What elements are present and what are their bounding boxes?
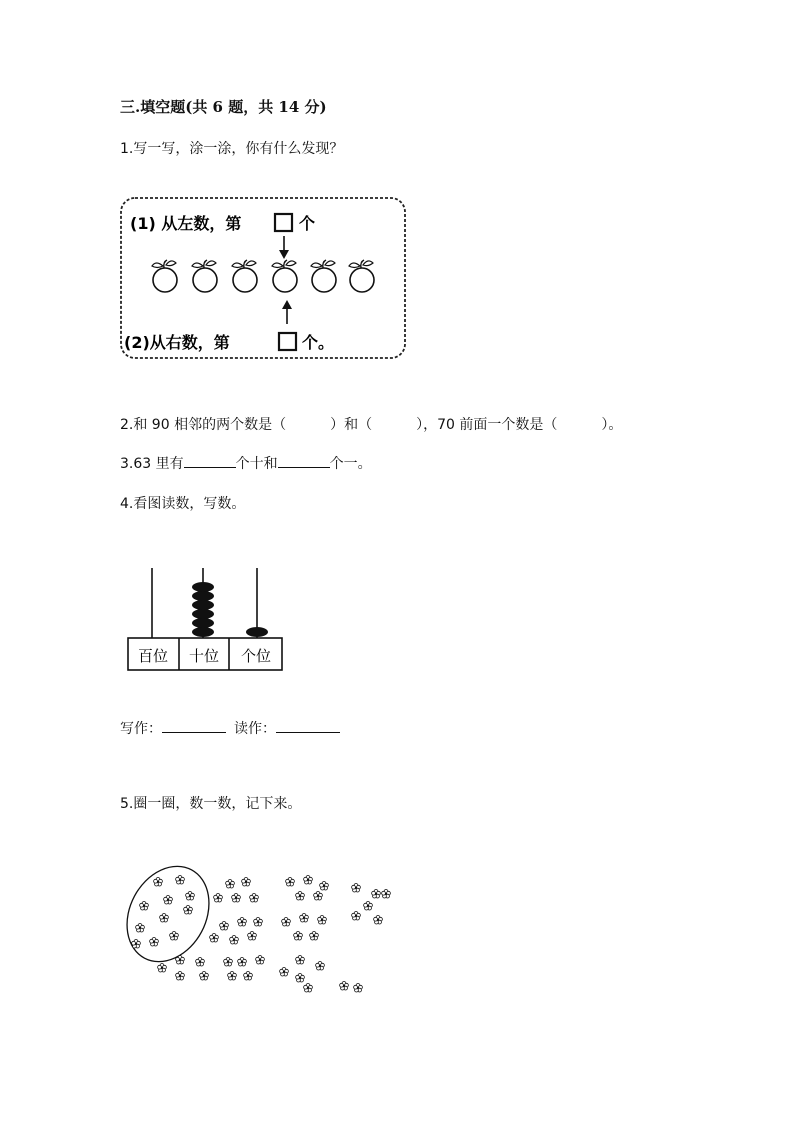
- flower-icon: [374, 916, 383, 925]
- flower-icon: [132, 940, 141, 949]
- flower-icon: [318, 916, 327, 925]
- flower-icon: [304, 876, 313, 885]
- q2-part3: ），70 前面一个数是（: [416, 417, 558, 433]
- flower-icon: [210, 934, 219, 943]
- flower-icon: [154, 878, 163, 887]
- arrow-up-icon: [282, 300, 292, 309]
- q2-part4: ）。: [601, 417, 623, 433]
- apple-icon: [272, 260, 297, 292]
- apple-icon: [192, 260, 217, 292]
- flower-icon: [296, 956, 305, 965]
- tens-blank[interactable]: [184, 455, 236, 468]
- flower-icon: [214, 894, 223, 903]
- flower-icon: [186, 892, 195, 901]
- apple-icon: [152, 260, 177, 292]
- apple-icon: [349, 260, 374, 292]
- flower-icon: [200, 972, 209, 981]
- flower-icon: [184, 906, 193, 915]
- tens-label: 十位: [188, 647, 220, 665]
- flower-icon: [230, 936, 239, 945]
- flower-icon: [314, 892, 323, 901]
- bead: [192, 627, 214, 637]
- tens-beads: [192, 582, 214, 637]
- bead: [192, 582, 214, 592]
- flower-icon: [352, 912, 361, 921]
- flower-icon: [280, 968, 289, 977]
- arrow-down-icon: [279, 250, 289, 259]
- flower-icon: [176, 972, 185, 981]
- q3-part3: 个一。: [329, 456, 372, 472]
- question-2: [120, 414, 622, 434]
- flower-icon: [294, 932, 303, 941]
- ones-bead: [246, 627, 268, 637]
- flower-icon: [158, 964, 167, 973]
- figure-line2-suffix: 个。: [302, 333, 335, 352]
- bead: [192, 618, 214, 628]
- flower-icon: [228, 972, 237, 981]
- flower-icon: [296, 892, 305, 901]
- figure-line2-prefix: (2)从右数，第: [124, 333, 230, 352]
- flower-icon: [136, 924, 145, 933]
- flower-icon: [248, 932, 257, 941]
- apple-icon: [232, 260, 257, 292]
- q2-part2: ）和（: [330, 417, 373, 433]
- question-5-text: 5.圈一圈，数一数，记下来。: [120, 796, 302, 812]
- flower-icon: [242, 878, 251, 887]
- flower-icon: [364, 902, 373, 911]
- flower-icon: [140, 902, 149, 911]
- bead: [192, 609, 214, 619]
- drawn-circle: [124, 862, 225, 976]
- flower-icon: [196, 958, 205, 967]
- question-4-text: 4.看图读数，写数。: [120, 496, 246, 512]
- read-label: 读作：: [234, 721, 276, 737]
- flower-icon: [176, 876, 185, 885]
- flower-icon: [220, 922, 229, 931]
- question-3: [120, 453, 372, 473]
- write-blank[interactable]: [162, 720, 226, 733]
- answer-box-right[interactable]: [279, 333, 296, 350]
- flower-icon: [256, 956, 265, 965]
- bead: [192, 591, 214, 601]
- flower-icon: [286, 878, 295, 887]
- ones-label: 个位: [240, 647, 272, 665]
- flower-icon: [238, 958, 247, 967]
- apple-icon: [311, 260, 336, 292]
- flower-icon: [254, 918, 263, 927]
- flower-icon: [250, 894, 259, 903]
- hundreds-label: 百位: [137, 647, 169, 665]
- flower-icon: [160, 914, 169, 923]
- flower-icon: [300, 914, 309, 923]
- flower-icon: [382, 890, 391, 899]
- flower-icon: [244, 972, 253, 981]
- flower-icon: [296, 974, 305, 983]
- flower-icon: [304, 984, 313, 993]
- question-1-text: 1.写一写，涂一涂，你有什么发现？: [120, 141, 344, 157]
- flower-icon: [310, 932, 319, 941]
- write-label: 写作：: [120, 721, 162, 737]
- flower-icon: [340, 982, 349, 991]
- flower-icon: [170, 932, 179, 941]
- flower-icon: [282, 918, 291, 927]
- flower-icon: [238, 918, 247, 927]
- flower-counting-figure: [124, 862, 404, 1002]
- write-read-line: [120, 718, 340, 738]
- figure-line1-prefix: (1) 从左数，第: [130, 214, 242, 233]
- flower-icon: [232, 894, 241, 903]
- abacus-figure: [124, 564, 286, 674]
- answer-box-left[interactable]: [275, 214, 292, 231]
- ones-blank[interactable]: [278, 455, 330, 468]
- flower-icon: [320, 882, 329, 891]
- bead: [192, 600, 214, 610]
- apple-row: [152, 260, 374, 292]
- q2-part1: 2.和 90 相邻的两个数是（: [120, 417, 287, 433]
- q3-part2: 个十和: [235, 456, 278, 472]
- flower-icon: [352, 884, 361, 893]
- q3-part1: 3.63 里有: [120, 456, 184, 472]
- read-blank[interactable]: [276, 720, 340, 733]
- apple-counting-figure: [118, 192, 410, 364]
- flower-icon: [224, 958, 233, 967]
- flower-icon: [226, 880, 235, 889]
- flower-icon: [164, 896, 173, 905]
- flower-icon: [372, 890, 381, 899]
- flower-icon: [316, 962, 325, 971]
- section-title: 三.填空题(共 6 题，共 14 分): [120, 98, 327, 116]
- flower-icon: [354, 984, 363, 993]
- flower-icon: [150, 938, 159, 947]
- figure-line1-suffix: 个: [299, 214, 316, 233]
